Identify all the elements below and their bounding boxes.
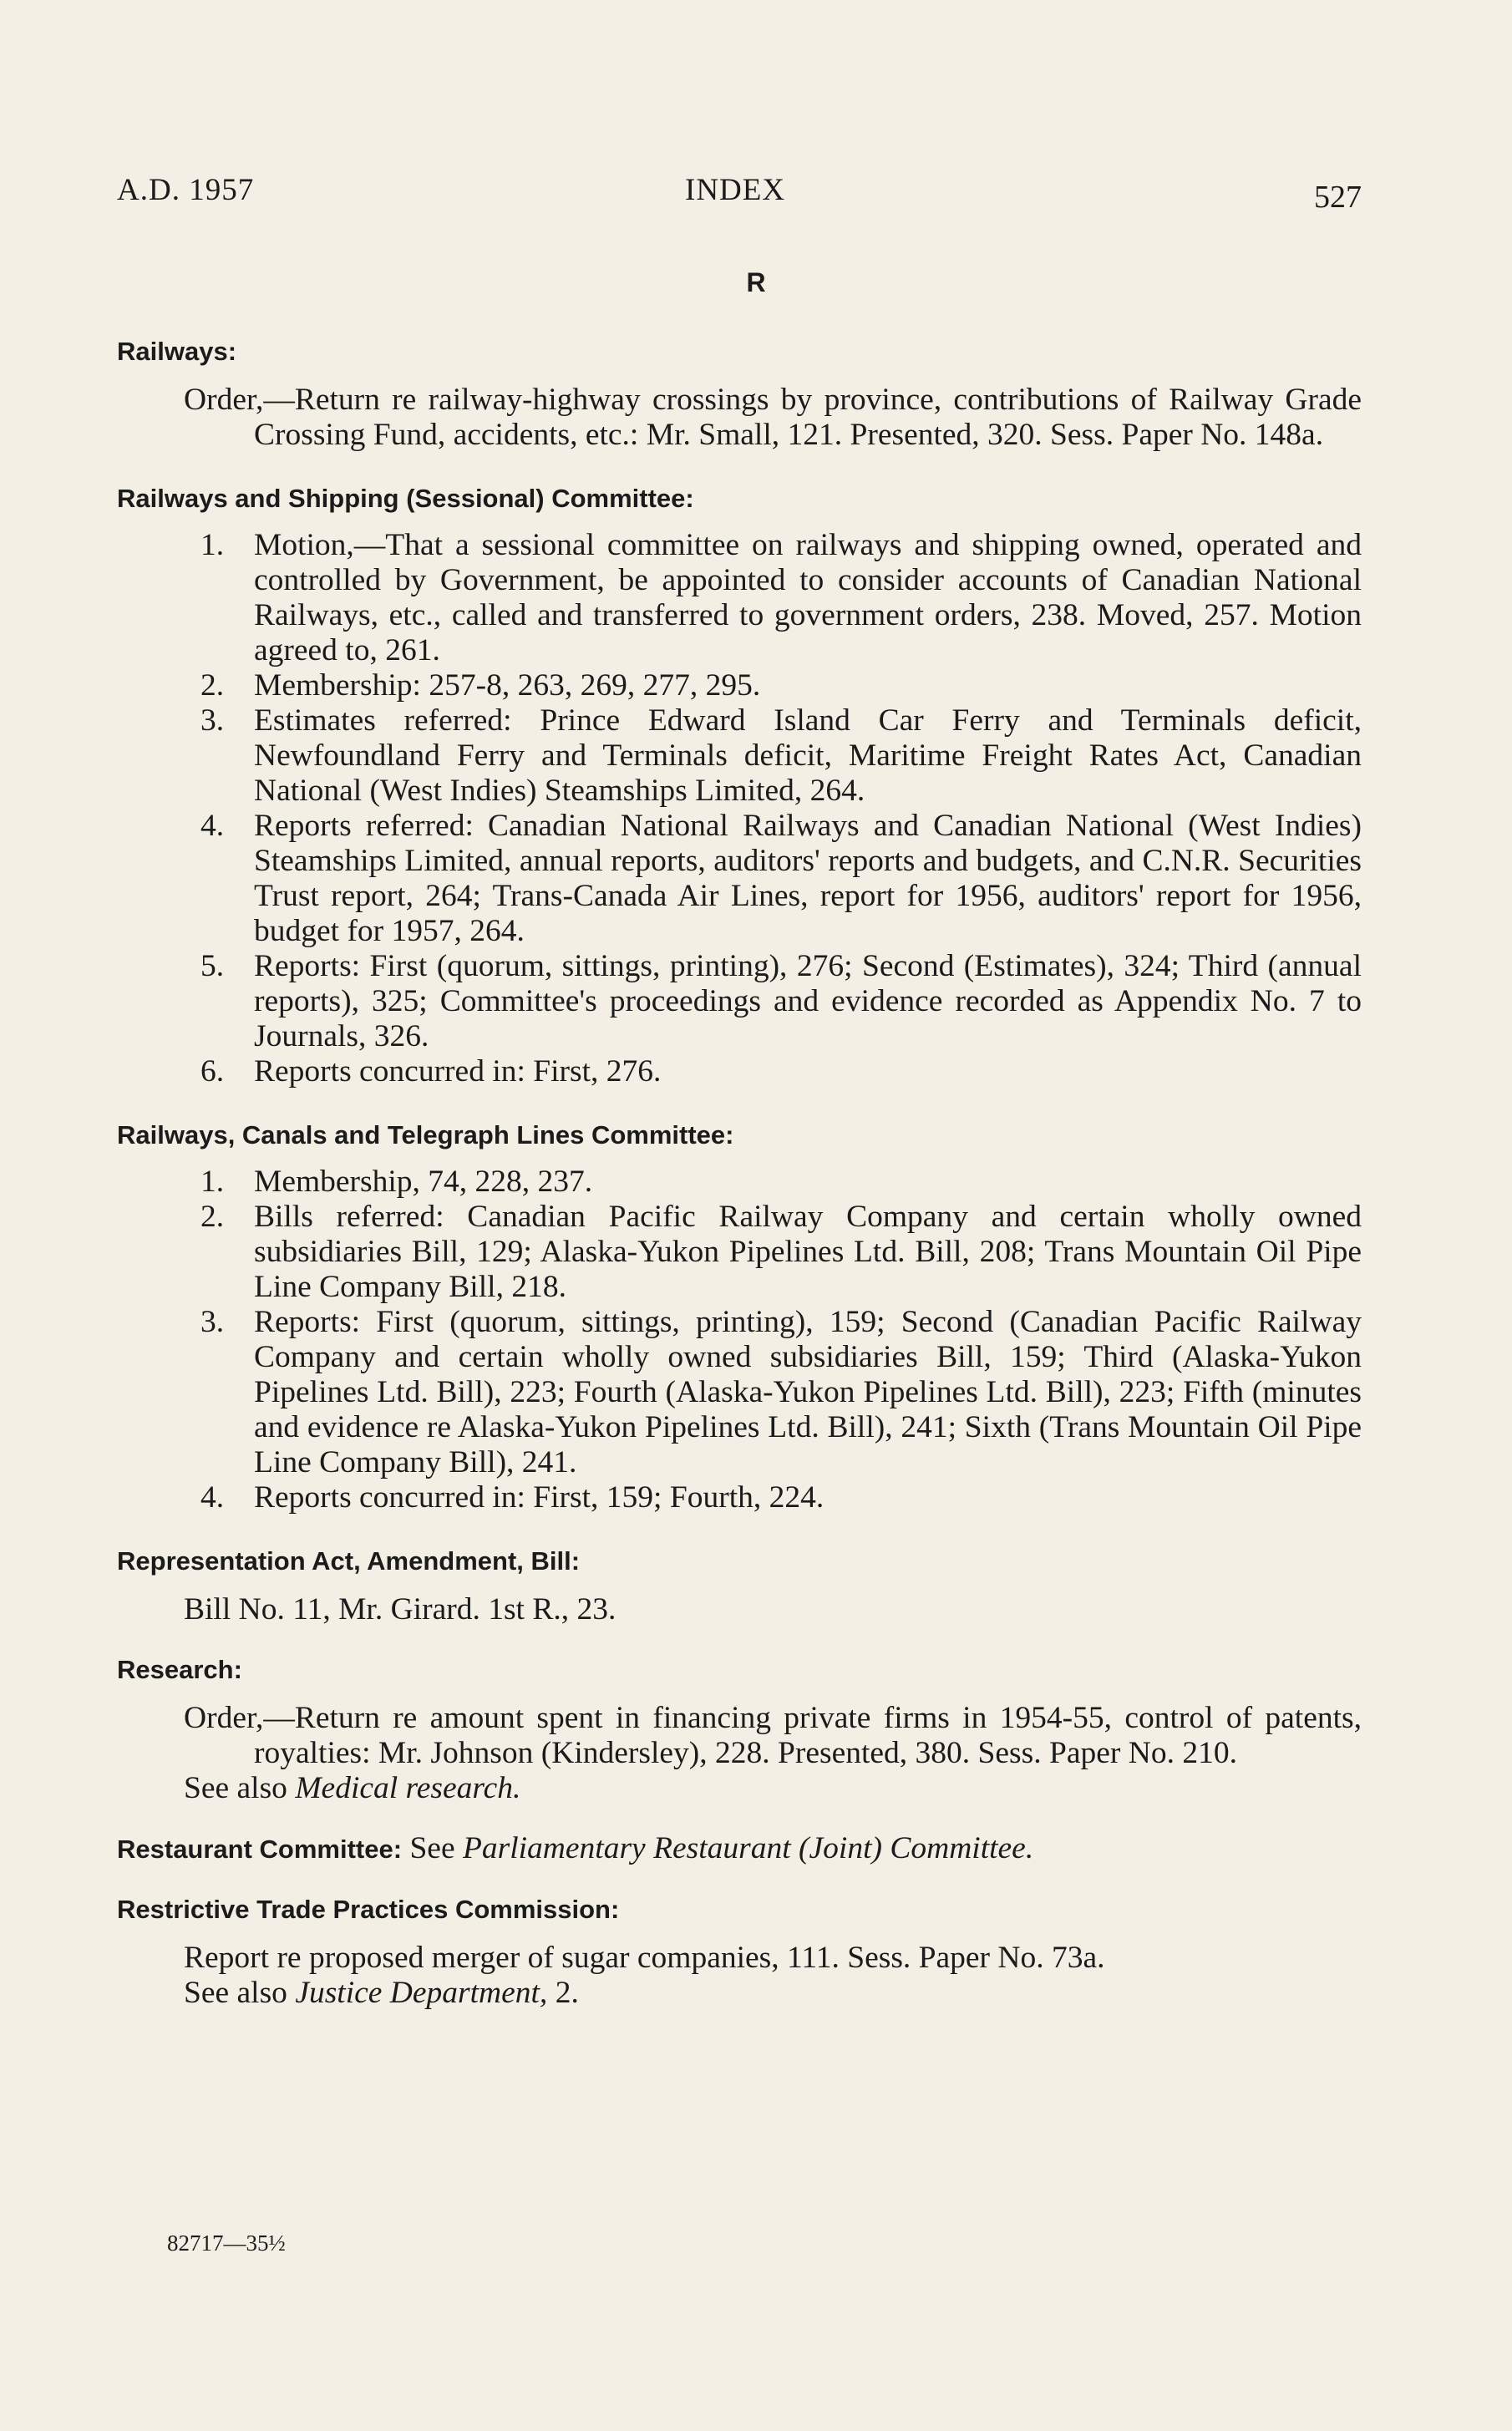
- entry-heading: Restrictive Trade Practices Commission:: [117, 1895, 620, 1924]
- entry-railways-canals: [117, 1118, 1362, 1515]
- list-item: [117, 1305, 1362, 1480]
- item-number: 4.: [200, 1480, 225, 1515]
- list-item: [117, 1200, 1362, 1305]
- entry-heading: Restaurant Committee:: [117, 1835, 403, 1864]
- entry-text: Bill No. 11, Mr. Girard. 1st R., 23.: [184, 1592, 616, 1627]
- item-list: [117, 528, 1362, 1089]
- list-item: [117, 703, 1362, 809]
- see-also-prefix: See also: [184, 1771, 296, 1805]
- item-number: 2.: [200, 668, 225, 703]
- item-text: Reports concurred in: First, 276.: [254, 1054, 662, 1089]
- item-number: 1.: [200, 528, 225, 562]
- entry-heading-line: [117, 1831, 1362, 1867]
- item-text: Reports: First (quorum, sittings, printing), 159; Second (Canadian Pacific Railway Company and certain wholly owned subsidiaries Bill, 159; Third (Alaska-Yukon Pipelines Ltd. Bill), 223; Fourth (Alaska-Yukon Pipelines Ltd. Bill), 223; Fifth (minutes and evidence re Alaska-Yukon Pipelines Ltd. Bill), 241; Sixth (Trans Mountain Oil Pipe Line Company Bill), 241.: [254, 1305, 1362, 1479]
- header-year: A.D. 1957: [117, 173, 255, 207]
- see-prefix: See: [402, 1831, 463, 1865]
- section-letter: R: [746, 267, 766, 297]
- item-text: Membership: 257-8, 263, 269, 277, 295.: [254, 668, 761, 703]
- entry-railways: [117, 334, 1362, 453]
- printer-code: 82717—35½: [167, 2231, 286, 2256]
- item-text: Estimates referred: Prince Edward Island Car Ferry and Terminals deficit, Newfoundland Ferry and Terminals deficit, Maritime Freight Rates Act, Canadian National (West Indies) Steamships Limited, 264.: [254, 703, 1362, 808]
- list-item: [117, 949, 1362, 1054]
- list-item: [117, 1165, 1362, 1200]
- see-reference: Parliamentary Restaurant (Joint) Committee.: [462, 1831, 1034, 1865]
- entry-heading: Railways, Canals and Telegraph Lines Committee:: [117, 1120, 734, 1150]
- header-title: INDEX: [685, 173, 786, 207]
- entry-restaurant-committee: [117, 1831, 1362, 1867]
- entry-text: Order,—Return re amount spent in financing private firms in 1954-55, control of patents, royalties: Mr. Johnson (Kindersley), 228. Presented, 380. Sess. Paper No. 210.: [184, 1701, 1362, 1770]
- list-item: [117, 809, 1362, 949]
- see-also-suffix: 2.: [547, 1976, 579, 2010]
- entry-representation-act: [117, 1544, 1362, 1627]
- list-item: [117, 1054, 1362, 1089]
- entry-text: Order,—Return re railway-highway crossings by province, contributions of Railway Grade Crossing Fund, accidents, etc.: Mr. Small, 121. Presented, 320. Sess. Paper No. 148a.: [184, 383, 1362, 452]
- list-item: [117, 668, 1362, 703]
- item-number: 4.: [200, 809, 225, 843]
- see-also-reference: Medical research.: [295, 1771, 521, 1805]
- item-text: Bills referred: Canadian Pacific Railway Company and certain wholly owned subsidiaries Bill, 129; Alaska-Yukon Pipelines Ltd. Bill, 208; Trans Mountain Oil Pipe Line Company Bill, 218.: [254, 1200, 1362, 1304]
- list-item: [117, 528, 1362, 668]
- entry-text: Report re proposed merger of sugar companies, 111. Sess. Paper No. 73a.: [184, 1941, 1105, 1975]
- see-also-prefix: See also: [184, 1976, 296, 2010]
- see-also: [117, 1976, 1362, 2011]
- see-also-reference: Justice Department,: [295, 1976, 548, 2010]
- item-list: [117, 1165, 1362, 1515]
- item-number: 5.: [200, 949, 225, 983]
- item-number: 3.: [200, 1305, 225, 1339]
- see-also: [117, 1771, 1362, 1806]
- item-text: Reports: First (quorum, sittings, printing), 276; Second (Estimates), 324; Third (annual reports), 325; Committee's proceedings and evidence recorded as Appendix No. 7 to Journals, 326.: [254, 949, 1362, 1053]
- item-text: Reports referred: Canadian National Railways and Canadian National (West Indies) Steamships Limited, annual reports, auditors' reports and budgets, and C.N.R. Securities Trust report, 264; Trans-Canada Air Lines, report for 1956, auditors' report for 1956, budget for 1957, 264.: [254, 809, 1362, 948]
- entry-heading: Railways:: [117, 337, 237, 366]
- item-text: Membership, 74, 228, 237.: [254, 1165, 593, 1199]
- item-number: 2.: [200, 1200, 225, 1234]
- page-number: 527: [1314, 180, 1362, 215]
- item-number: 6.: [200, 1054, 225, 1089]
- item-text: Reports concurred in: First, 159; Fourth, 224.: [254, 1480, 824, 1515]
- running-head: [117, 167, 1362, 217]
- entry-restrictive-trade: [117, 1892, 1362, 2011]
- item-number: 1.: [200, 1165, 225, 1199]
- entry-heading: Railways and Shipping (Sessional) Committee:: [117, 484, 694, 513]
- index-content: [117, 334, 1362, 2039]
- item-number: 3.: [200, 703, 225, 738]
- entry-research: [117, 1652, 1362, 1806]
- item-text: Motion,—That a sessional committee on railways and shipping owned, operated and controlled by Government, be appointed to consider accounts of Canadian National Railways, etc., called and transferred to government orders, 238. Moved, 257. Motion agreed to, 261.: [254, 528, 1362, 667]
- entry-heading: Research:: [117, 1655, 242, 1684]
- list-item: [117, 1480, 1362, 1515]
- entry-heading: Representation Act, Amendment, Bill:: [117, 1546, 581, 1576]
- entry-railways-shipping: [117, 481, 1362, 1089]
